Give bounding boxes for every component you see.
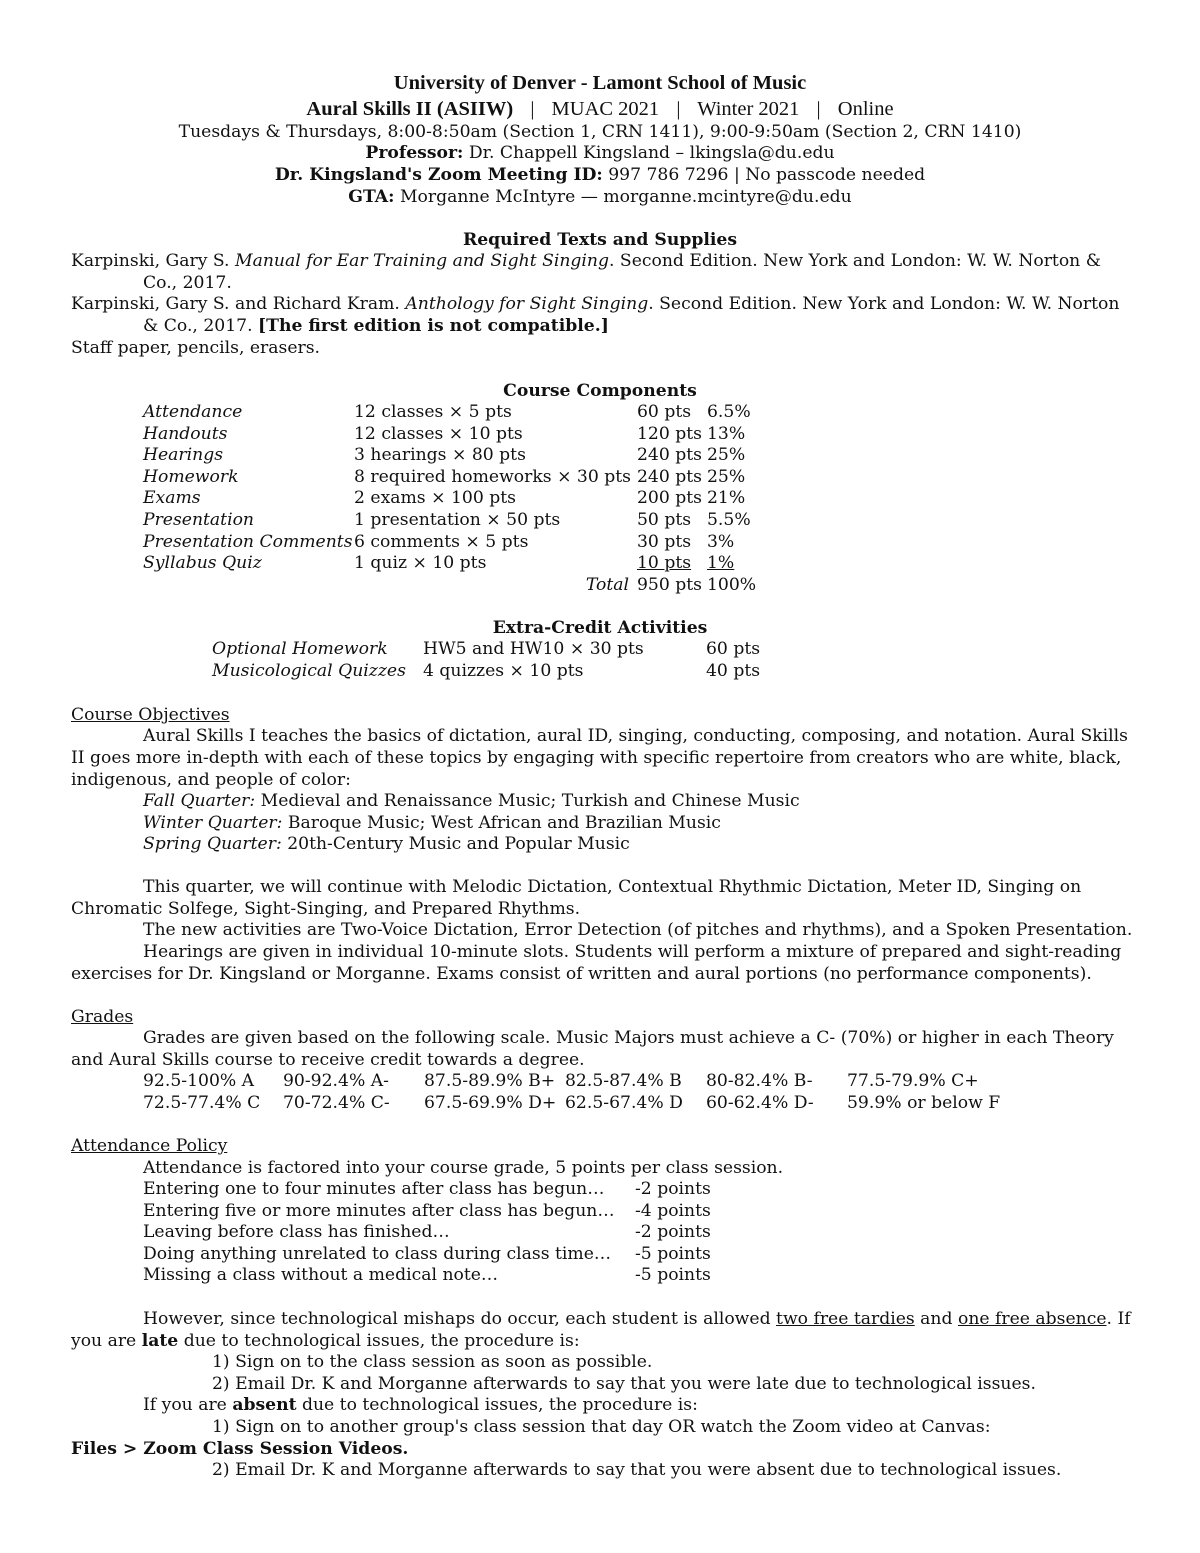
component-points: 240 pts — [637, 466, 702, 487]
component-row — [143, 445, 757, 467]
component-points: 200 pts — [637, 488, 702, 509]
grade-item: 80-82.4% B- — [706, 1071, 813, 1091]
grade-item: 72.5-77.4% C — [143, 1093, 261, 1113]
component-calc: 1 quiz × 10 pts — [354, 553, 487, 574]
grades-p-line2: and Aural Skills course to receive credit towards a degree. — [71, 1050, 585, 1070]
component-calc: 12 classes × 10 pts — [354, 423, 523, 444]
free-tardies: two free tardies — [776, 1309, 915, 1329]
spring-quarter — [143, 834, 630, 856]
component-points: 240 pts — [637, 445, 702, 466]
component-row — [143, 467, 757, 489]
spring-value: 20th-Century Music and Popular Music — [281, 834, 630, 854]
penalty-description: Leaving before class has finished… — [143, 1222, 450, 1243]
extra-credit-row — [212, 639, 766, 661]
total-points: 950 pts — [637, 574, 702, 595]
component-percent: 3% — [707, 531, 735, 552]
extra-calc: HW5 and HW10 × 30 pts — [423, 639, 644, 659]
book2-author: Karpinski, Gary S. and Richard Kram. — [71, 294, 406, 314]
book1-author: Karpinski, Gary S. — [71, 251, 235, 271]
component-percent: 13% — [707, 423, 746, 444]
component-percent: 21% — [707, 488, 746, 509]
professor-label: Professor: — [365, 143, 464, 163]
objectives-p2-line2: Chromatic Solfege, Sight-Singing, and Prepared Rhythms. — [71, 899, 581, 919]
objectives-p2-line1: This quarter, we will continue with Melodic Dictation, Contextual Rhythmic Dictation, Meter ID, Singing on — [143, 877, 1082, 897]
supplies: Staff paper, pencils, erasers. — [71, 338, 321, 358]
component-name: Exams — [143, 488, 201, 509]
component-name: Syllabus Quiz — [143, 553, 262, 574]
objectives-p1-line1: Aural Skills I teaches the basics of dictation, aural ID, singing, conducting, composing, and notation. Aural Skills — [143, 726, 1128, 746]
winter-label: Winter Quarter: — [143, 813, 283, 833]
grade-scale-row — [0, 1093, 1200, 1115]
grade-item: 82.5-87.4% B — [565, 1071, 682, 1091]
gta-value: Morganne McIntyre — morganne.mcintyre@du.edu — [394, 187, 852, 207]
book2-details: . Second Edition. New York and London: W. W. Norton — [648, 294, 1120, 314]
extra-credit-row — [212, 661, 766, 683]
texts-title: Required Texts and Supplies — [462, 230, 738, 250]
extra-name: Musicological Quizzes — [212, 660, 406, 681]
zoom-value: 997 786 7296 | No passcode needed — [602, 165, 926, 185]
component-name: Handouts — [143, 423, 228, 444]
objectives-p4-line1: Hearings are given in individual 10-minute slots. Students will perform a mixture of prepared and sight-reading — [143, 942, 1122, 962]
attendance-p1-line2 — [71, 1331, 580, 1353]
objectives-p3-line1: The new activities are Two-Voice Dictation, Error Detection (of pitches and rhythms), and a Spoken Presentation. — [143, 920, 1133, 940]
gta-label: GTA: — [348, 187, 395, 207]
component-row — [143, 532, 757, 554]
book1-title: Manual for Ear Training and Sight Singing — [235, 251, 609, 271]
grades-heading: Grades — [71, 1007, 134, 1027]
objectives-heading: Course Objectives — [71, 705, 230, 725]
spring-label: Spring Quarter: — [143, 834, 282, 854]
component-calc: 8 required homeworks × 30 pts — [354, 466, 631, 487]
penalty-description: Entering five or more minutes after class has begun… — [143, 1200, 615, 1221]
penalty-points: -4 points — [635, 1200, 711, 1221]
component-row — [143, 402, 757, 424]
university-title: University of Denver - Lamont School of Music — [393, 72, 807, 94]
objectives-p4-line2: exercises for Dr. Kingsland or Morganne. Exams consist of written and aural portions (no performance components). — [71, 964, 1092, 984]
component-points: 120 pts — [637, 423, 702, 444]
objectives-p1-line2: II goes more in-depth with each of these topics by engaging with specific repertoire from creators who are white, black, — [71, 748, 1122, 768]
extra-points: 40 pts — [706, 660, 761, 681]
component-row — [143, 424, 757, 446]
attendance-intro: Attendance is factored into your course grade, 5 points per class session. — [143, 1158, 784, 1178]
gta-line — [0, 187, 1200, 209]
grades-p-line1: Grades are given based on the following scale. Music Majors must achieve a C- (70%) or higher in each Theory — [143, 1028, 1114, 1048]
course-code: MUAC 2021 — [551, 98, 660, 120]
component-name: Homework — [143, 466, 239, 487]
penalty-description: Doing anything unrelated to class during class time… — [143, 1243, 612, 1264]
fall-label: Fall Quarter: — [143, 791, 256, 811]
book1-details: . Second Edition. New York and London: W. W. Norton & — [609, 251, 1102, 271]
book2-line2 — [143, 316, 609, 338]
component-points: 10 pts — [637, 553, 692, 574]
book2-publisher: & Co., 2017. — [143, 316, 259, 336]
delivery-mode: Online — [837, 98, 894, 120]
component-row — [143, 510, 757, 532]
late-step-2: 2) Email Dr. K and Morganne afterwards to say that you were late due to technological issues. — [212, 1374, 1036, 1394]
component-percent: 1% — [707, 553, 735, 574]
grade-item: 60-62.4% D- — [706, 1093, 814, 1113]
free-absence: one free absence — [957, 1309, 1107, 1329]
extra-credit-table — [212, 639, 766, 682]
text: However, since technological mishaps do occur, each student is allowed — [143, 1309, 777, 1329]
extra-calc: 4 quizzes × 10 pts — [423, 660, 584, 681]
penalty-points: -5 points — [635, 1265, 711, 1286]
grade-item: 92.5-100% A — [143, 1071, 255, 1091]
extra-credit-title: Extra-Credit Activities — [492, 618, 708, 638]
course-name: Aural Skills II (ASIIW) — [306, 98, 514, 120]
grade-item: 67.5-69.9% D+ — [424, 1093, 557, 1113]
grade-item: 62.5-67.4% D — [565, 1093, 683, 1113]
total-label: Total — [585, 574, 629, 595]
component-calc: 2 exams × 100 pts — [354, 488, 516, 509]
component-percent: 25% — [707, 466, 746, 487]
component-calc: 12 classes × 5 pts — [354, 402, 512, 422]
component-calc: 3 hearings × 80 pts — [354, 445, 526, 466]
grade-item: 77.5-79.9% C+ — [847, 1071, 979, 1091]
penalty-description: Missing a class without a medical note… — [143, 1265, 499, 1286]
book1-line2: Co., 2017. — [143, 273, 232, 293]
book2-title: Anthology for Sight Singing — [405, 294, 649, 314]
grade-item: 90-92.4% A- — [283, 1071, 389, 1091]
component-percent: 6.5% — [707, 402, 751, 422]
late-step-1: 1) Sign on to the class session as soon as possible. — [212, 1352, 653, 1372]
canvas-path: Files > Zoom Class Session Videos. — [71, 1439, 409, 1459]
text: due to technological issues, the procedure is: — [296, 1395, 698, 1415]
professor-line — [0, 143, 1200, 165]
absent-intro — [143, 1395, 698, 1417]
absent-step-1: 1) Sign on to another group's class session that day OR watch the Zoom video at Canvas: — [212, 1417, 991, 1437]
component-name: Hearings — [143, 445, 224, 466]
zoom-line — [0, 165, 1200, 187]
professor-value: Dr. Chappell Kingsland – lkingsla@du.edu — [463, 143, 835, 163]
components-total-row — [143, 575, 757, 597]
schedule: Tuesdays & Thursdays, 8:00-8:50am (Section 1, CRN 1411), 9:00-9:50am (Section 2, CRN 1410) — [178, 122, 1022, 142]
book2-note: [The first edition is not compatible.] — [258, 316, 609, 336]
component-points: 50 pts — [637, 509, 692, 530]
text: If you are — [143, 1395, 233, 1415]
attendance-heading: Attendance Policy — [71, 1136, 228, 1156]
grade-item: 59.9% or below F — [847, 1093, 1001, 1113]
extra-name: Optional Homework — [212, 639, 388, 659]
penalty-points: -5 points — [635, 1243, 711, 1264]
penalty-points: -2 points — [635, 1222, 711, 1243]
grade-item: 87.5-89.9% B+ — [424, 1071, 556, 1091]
term: Winter 2021 — [697, 98, 800, 120]
text: and — [914, 1309, 958, 1329]
components-table — [143, 402, 757, 596]
fall-quarter — [143, 791, 800, 813]
separator: | — [676, 98, 681, 120]
component-name: Presentation Comments — [143, 531, 353, 552]
absent-word: absent — [232, 1395, 297, 1415]
fall-value: Medieval and Renaissance Music; Turkish and Chinese Music — [255, 791, 800, 811]
winter-quarter — [143, 813, 721, 835]
text: . If — [1106, 1309, 1131, 1329]
component-percent: 25% — [707, 445, 746, 466]
separator: | — [816, 98, 821, 120]
winter-value: Baroque Music; West African and Brazilian Music — [282, 813, 721, 833]
penalty-description: Entering one to four minutes after class has begun… — [143, 1179, 605, 1199]
component-row — [143, 488, 757, 510]
grade-scale-row — [0, 1071, 1200, 1093]
component-points: 30 pts — [637, 531, 692, 552]
grade-item: 70-72.4% C- — [283, 1093, 390, 1113]
book2-line1 — [71, 294, 1119, 316]
component-points: 60 pts — [637, 402, 692, 422]
component-calc: 1 presentation × 50 pts — [354, 509, 561, 530]
component-percent: 5.5% — [707, 509, 751, 530]
penalty-points: -2 points — [635, 1179, 711, 1199]
course-title-line — [0, 96, 1200, 122]
absent-step-2: 2) Email Dr. K and Morganne afterwards to say that you were absent due to technological issues. — [212, 1460, 1062, 1480]
book1-line1 — [71, 251, 1101, 273]
text: due to technological issues, the procedure is: — [178, 1331, 580, 1351]
text: you are — [71, 1331, 142, 1351]
total-percent: 100% — [707, 574, 757, 595]
separator: | — [530, 98, 535, 120]
component-name: Attendance — [143, 402, 243, 422]
extra-points: 60 pts — [706, 639, 761, 659]
component-row — [143, 553, 757, 575]
component-name: Presentation — [143, 509, 254, 530]
objectives-p1-line3: indigenous, and people of color: — [71, 770, 351, 790]
component-calc: 6 comments × 5 pts — [354, 531, 529, 552]
components-title: Course Components — [503, 381, 697, 401]
zoom-label: Dr. Kingsland's Zoom Meeting ID: — [274, 165, 603, 185]
late-word: late — [141, 1331, 179, 1351]
attendance-p1-line1 — [143, 1309, 1131, 1331]
